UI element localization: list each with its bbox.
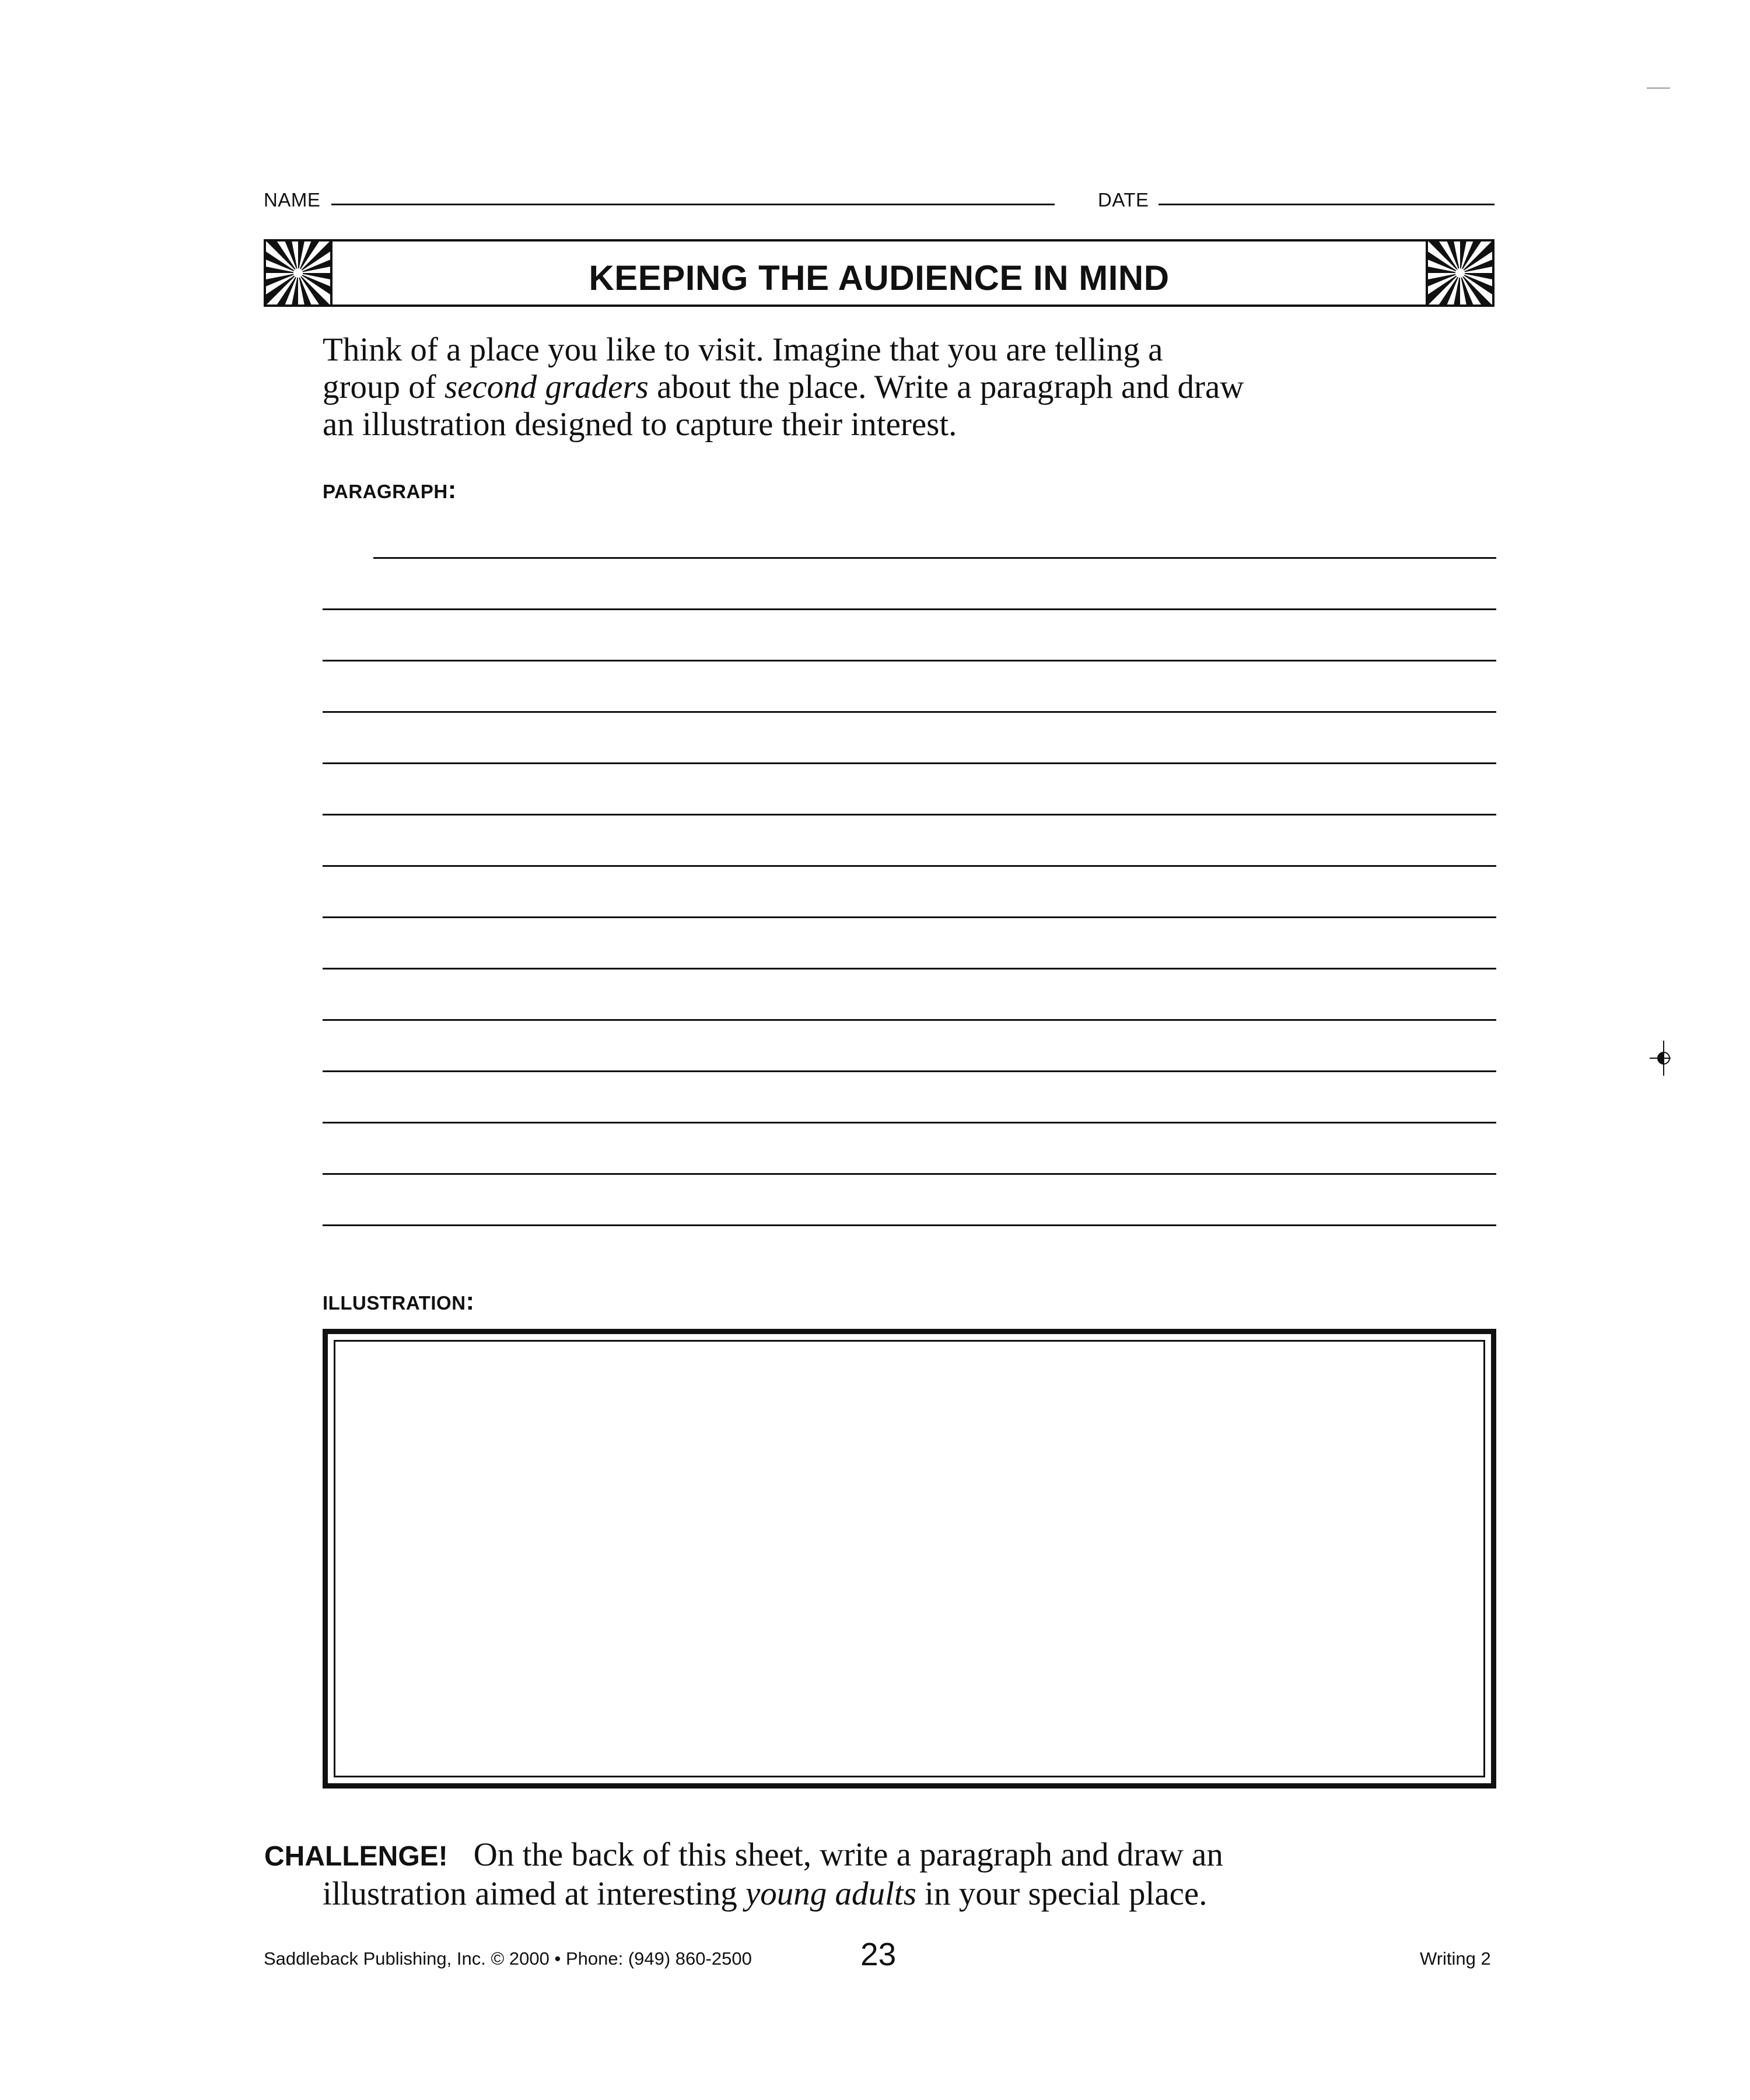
name-field[interactable]	[331, 204, 1055, 205]
illustration-label: ILLUSTRATION:	[323, 1287, 475, 1315]
writing-line[interactable]	[323, 608, 1496, 610]
writing-line[interactable]	[323, 1019, 1496, 1021]
paragraph-label: PARAGRAPH:	[323, 475, 457, 504]
footer-publisher: Saddleback Publishing, Inc. © 2000 • Phone: (949) 860-2500	[264, 1948, 752, 1969]
writing-line[interactable]	[323, 916, 1496, 918]
page-number: 23	[860, 1936, 897, 1972]
date-label: DATE	[1098, 189, 1149, 211]
writing-line[interactable]	[373, 557, 1496, 559]
writing-line[interactable]	[323, 1122, 1496, 1124]
instructions-line: Think of a place you like to visit. Imagine that you are telling a	[323, 331, 1163, 368]
writing-line[interactable]	[323, 1173, 1496, 1175]
instructions-line: group of second graders about the place. Write a paragraph and draw	[323, 369, 1244, 405]
challenge	[264, 1836, 1548, 1913]
instructions-line: an illustration designed to capture their interest.	[323, 406, 957, 443]
instructions	[323, 331, 1431, 443]
name-label: NAME	[264, 189, 321, 211]
date-field[interactable]	[1158, 204, 1494, 205]
challenge-label: CHALLENGE!	[264, 1841, 448, 1872]
emphasis: second graders	[444, 369, 649, 405]
sunburst-icon	[264, 239, 332, 307]
sunburst-icon	[1426, 239, 1494, 307]
writing-line[interactable]	[323, 968, 1496, 970]
emphasis: young adults	[746, 1875, 916, 1912]
writing-line[interactable]	[323, 1070, 1496, 1072]
crosshair-icon	[1648, 1041, 1672, 1076]
writing-line[interactable]	[323, 660, 1496, 662]
corner-mark	[1647, 88, 1670, 89]
writing-line[interactable]	[323, 814, 1496, 816]
illustration-box-inner-border	[334, 1340, 1485, 1777]
title-bar	[264, 239, 1494, 307]
illustration-box[interactable]	[323, 1329, 1496, 1788]
challenge-line: CHALLENGE! On the back of this sheet, write a paragraph and draw an	[264, 1836, 1223, 1873]
writing-line[interactable]	[323, 865, 1496, 867]
page-title: KEEPING THE AUDIENCE IN MIND	[589, 258, 1170, 298]
writing-line[interactable]	[323, 711, 1496, 713]
writing-line[interactable]	[323, 1224, 1496, 1226]
writing-line[interactable]	[323, 762, 1496, 764]
footer-book: Writing 2	[1420, 1948, 1491, 1969]
challenge-line: illustration aimed at interesting young adults in your special place.	[323, 1875, 1208, 1912]
